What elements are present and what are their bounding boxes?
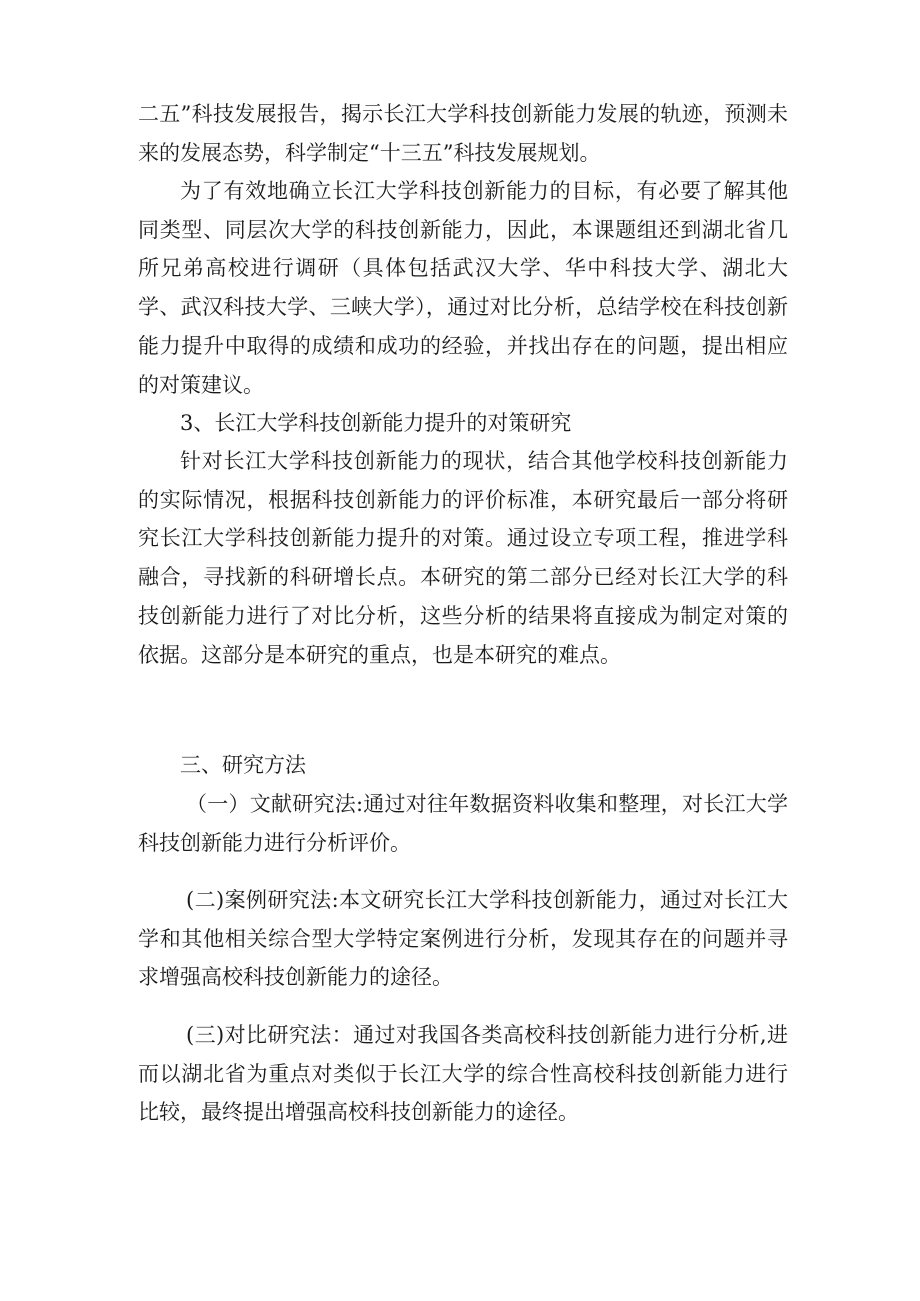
method-comparative-research: (三)对比研究法：通过对我国各类高校科技创新能力进行分析,进而以湖北省为重点对类似于长江大学的综合性高校科技创新能力进行比较，最终提出增强高校科技创新能力的途径。 xyxy=(138,1023,788,1125)
paragraph-countermeasures: 针对长江大学科技创新能力的现状，结合其他学校科技创新能力的实际情况，根据科技创新能力的评价标准，本研究最后一部分将研究长江大学科技创新能力提升的对策。通过设立专项工程，推进学科融合，寻找新的科研增长点。本研究的第二部分已经对长江大学的科技创新能力进行了对比分析，这些分析的结果将直接成为制定对策的依据。这部分是本研究的重点，也是本研究的难点。 xyxy=(138,449,788,667)
method-case-study: (二)案例研究法:本文研究长江大学科技创新能力，通过对长江大学和其他相关综合型大学特定案例进行分析，发现其存在的问题并寻求增强高校科技创新能力的途径。 xyxy=(138,888,788,990)
paragraph-research-survey: 为了有效地确立长江大学科技创新能力的目标，有必要了解其他同类型、同层次大学的科技创新能力，因此，本课题组还到湖北省几所兄弟高校进行调研（具体包括武汉大学、华中科技大学、湖北大学、武汉科技大学、三峡大学），通过对比分析，总结学校在科技创新能力提升中取得的成绩和成功的经验，并找出存在的问题，提出相应的对策建议。 xyxy=(138,179,788,397)
method-literature-research: （一）文献研究法:通过对往年数据资料收集和整理，对长江大学科技创新能力进行分析评价。 xyxy=(138,792,788,855)
section-heading-research-methods: 三、研究方法 xyxy=(180,753,306,777)
section-heading-countermeasures: 3、长江大学科技创新能力提升的对策研究 xyxy=(180,411,572,435)
paragraph-continuation: 二五”科技发展报告，揭示长江大学科技创新能力发展的轨迹，预测未来的发展态势，科学制定“十三五”科技发展规划。 xyxy=(138,102,788,165)
